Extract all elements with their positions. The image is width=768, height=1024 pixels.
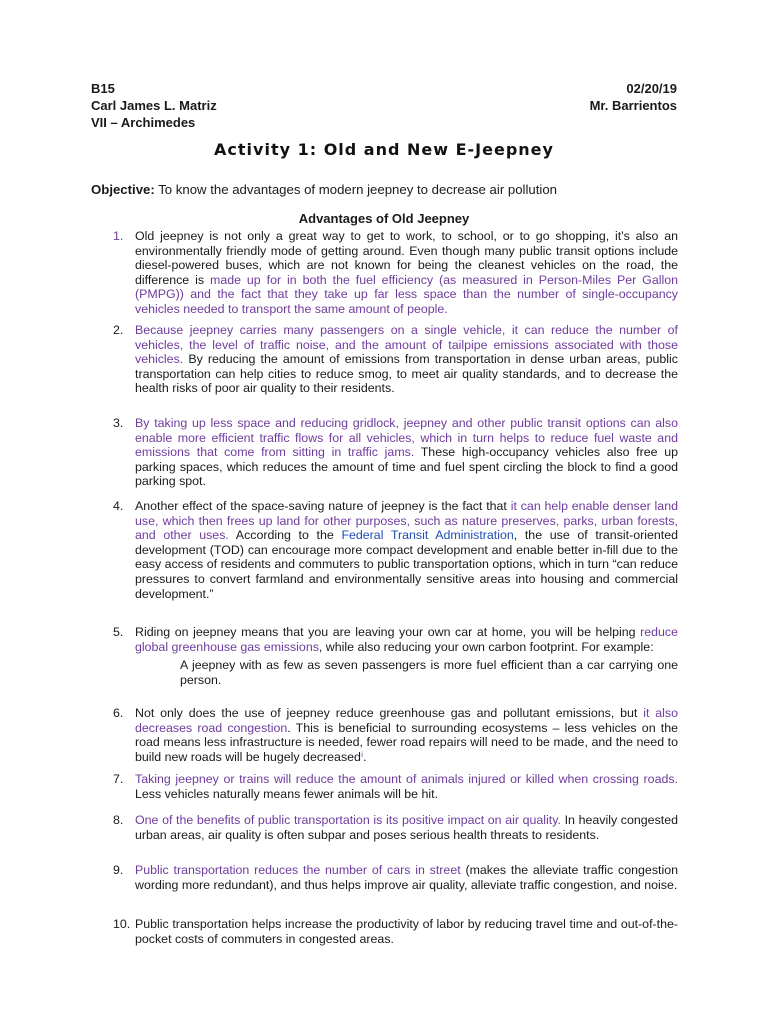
list-item	[113, 813, 678, 842]
highlighted-text: One of the benefits of public transportation is its positive impact on air quality.	[135, 813, 561, 827]
list-item	[113, 323, 678, 396]
list-item	[113, 625, 678, 687]
list-item	[113, 416, 678, 489]
item-text	[135, 917, 678, 946]
student-name: Carl James L. Matriz	[91, 98, 217, 113]
source-link[interactable]: Federal Transit Administration	[341, 528, 514, 543]
text-segment: Another effect of the space-saving nature of jeepney is the fact that	[135, 499, 511, 513]
highlighted-text: By taking up less space and reducing gridlock, jeepney and other public transit options can also enable more efficient traffic flows for all vehicles, which in turn helps to reduce fuel waste and emissions that come from sitting in traffic jams.	[135, 416, 678, 460]
text-segment: In heavily congested urban areas, air quality is often subpar and poses serious health threats to residents.	[135, 813, 678, 842]
teacher-name: Mr. Barrientos	[589, 98, 677, 113]
list-item	[113, 917, 678, 946]
text-segment: Less vehicles naturally means fewer animals will be hit.	[135, 786, 439, 801]
objective-text: To know the advantages of modern jeepney to decrease air pollution	[154, 182, 558, 197]
highlighted-text: reduce global greenhouse gas emissions	[135, 625, 678, 654]
item-text	[135, 499, 678, 601]
highlighted-text: it also decreases road congestion	[135, 706, 678, 735]
item-number: 4.	[113, 499, 124, 513]
item-text	[135, 863, 678, 892]
highlighted-text: made up for in both the fuel efficiency (as measured in Person-Miles Per Gallon (PMPG)) and the fact that they take up far less space than the number of single-occupancy vehicles needed to transport the same amount of people.	[135, 272, 678, 316]
item-text	[135, 323, 678, 396]
submission-date: 02/20/19	[626, 81, 677, 96]
student-info	[91, 80, 217, 131]
highlighted-text: it can help enable denser land use, which then frees up land for other purposes, such as nature preserves, parks, urban forests, and other uses.	[135, 499, 678, 543]
section-heading: Advantages of Old Jeepney	[298, 211, 470, 226]
text-segment: Not only does the use of jeepney reduce greenhouse gas and pollutant emissions, but	[135, 706, 644, 720]
student-code: B15	[91, 81, 115, 96]
text-segment: , while also reducing your own carbon footprint. For example:	[318, 639, 654, 654]
item-text	[135, 772, 678, 801]
list-item	[113, 229, 678, 317]
text-segment: , the use of transit-oriented development (TOD) can encourage more compact development and enable better in-fill due to the easy access of residents and commuters to public transportation options, which in turn “can reduce pressures to convert farmland and environmentally sensitive areas into housing and commercial development.”	[135, 528, 678, 601]
item-number: 10.	[113, 917, 131, 931]
item-number: 8.	[113, 813, 124, 827]
example-quote: A jeepney with as few as seven passengers is more fuel efficient than a car carrying one person.	[180, 658, 678, 687]
item-number: 2.	[113, 323, 124, 337]
list-item	[113, 706, 678, 764]
item-number: 6.	[113, 706, 124, 720]
text-segment: According to the	[228, 528, 342, 543]
item-number: 5.	[113, 625, 124, 639]
text-segment: These high-occupancy vehicles also free up parking spaces, which reduces the amount of time and fuel spent circling the block to find a good parking spot.	[135, 445, 678, 489]
objective	[91, 182, 557, 197]
highlighted-text: Taking jeepney or trains will reduce the amount of animals injured or killed when crossing roads.	[135, 772, 678, 786]
item-number: 1.	[113, 229, 124, 243]
highlighted-text: Because jeepney carries many passengers on a single vehicle, it can reduce the number of vehicles, the level of traffic noise, and the amount of tailpipe emissions associated with those vehicles.	[135, 323, 678, 367]
text-segment: . This is beneficial to surrounding ecosystems – less vehicles on the road means less infrastructure is needed, fewer road repairs will need to be made, and the need to build new roads will be hugely decreased	[135, 720, 678, 764]
item-number: 9.	[113, 863, 124, 877]
text-segment: (makes the alleviate traffic congestion wording more redundant), and thus helps improve air quality, alleviate traffic congestion, and noise.	[135, 863, 678, 892]
objective-label: Objective:	[91, 182, 155, 197]
item-number: 3.	[113, 416, 124, 430]
highlighted-text: Public transportation reduces the number of cars in street	[135, 863, 461, 877]
item-text	[135, 416, 678, 489]
item-text	[135, 625, 678, 687]
list-item	[113, 772, 678, 801]
activity-title: Activity 1: Old and New E-Jeepney	[214, 140, 554, 159]
item-number: 7.	[113, 772, 124, 786]
submission-info	[590, 80, 677, 114]
student-section: VII – Archimedes	[91, 115, 196, 130]
text-segment: Old jeepney is not only a great way to get to work, to school, or to go shopping, it's also an environmentally friendly mode of getting around. Even though many public transit options include diesel-powered buses, which are not known for being the cleanest vehicles on the road, the difference is	[135, 229, 678, 287]
item-text	[135, 229, 678, 317]
list-item	[113, 863, 678, 892]
text-segment: Public transportation helps increase the productivity of labor by reducing travel time and out-of-the-pocket costs of commuters in congested areas.	[135, 917, 678, 946]
text-segment: By reducing the amount of emissions from transportation in dense urban areas, public transportation can help cities to reduce smog, to meet air quality standards, and to decrease the health risks of poor air quality to their residents.	[135, 352, 678, 396]
text-segment: Riding on jeepney means that you are leaving your own car at home, you will be helping	[135, 625, 641, 639]
footnote-marker: ⁱ	[360, 749, 364, 764]
item-text	[135, 706, 678, 764]
list-item	[113, 499, 678, 601]
item-text	[135, 813, 678, 842]
text-segment: .	[363, 749, 367, 764]
